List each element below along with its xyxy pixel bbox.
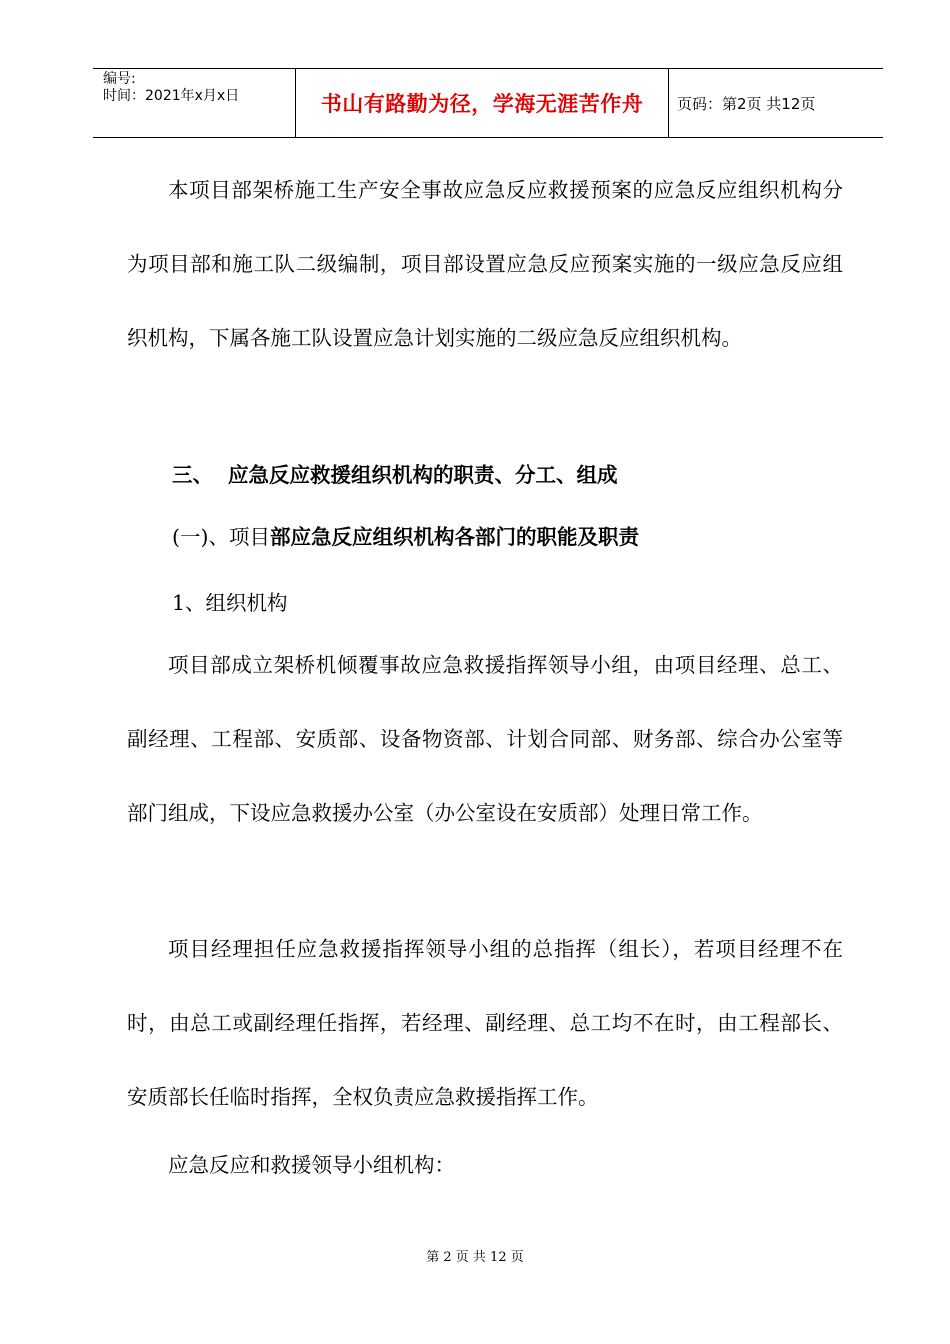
page-header [93,68,883,138]
section-number: 三、 [172,463,213,487]
subsection-title: 部应急反应组织机构各部门的职能及职责 [270,525,639,549]
item-heading: 1、组织机构 [172,591,288,615]
subsection-prefix: (一)、项目 [172,525,270,549]
paragraph-intro: 本项目部架桥施工生产安全事故应急反应救援预案的应急反应组织机构分为项目部和施工队二级编制，项目部设置应急反应预案实施的一级应急反应组织机构，下属各施工队设置应急计划实施的二级应急反应组织机构。 [127,178,843,350]
paragraph-block-2 [127,628,843,850]
section-title: 应急反应救援组织机构的职责、分工、组成 [228,463,618,487]
subsection-heading [172,520,639,550]
header-page-info: 页码：第2页 共12页 [677,95,816,113]
paragraph-leadership: 应急反应和救援领导小组机构： [168,1153,455,1177]
header-date: 时间：2021年x月x日 [103,88,240,104]
header-motto: 书山有路勤为径，学海无涯苦作舟 [295,69,669,137]
header-number-label: 编号: [103,71,136,87]
paragraph-organization: 项目部成立架桥机倾覆事故应急救援指挥领导小组，由项目经理、总工、副经理、工程部、安质部、设备物资部、计划合同部、财务部、综合办公室等部门组成，下设应急救援办公室（办公室设在安质部）处理日常工作。 [127,653,843,825]
section-heading [172,458,618,488]
paragraph-block-4 [127,1128,843,1202]
header-meta [103,71,239,105]
paragraph-block-3 [127,912,843,1134]
document-body [127,153,843,375]
paragraph-commander: 项目经理担任应急救援指挥领导小组的总指挥（组长），若项目经理不在时，由总工或副经理任指挥，若经理、副经理、总工均不在时，由工程部长、安质部长任临时指挥，全权负责应急救援指挥工作。 [127,937,843,1109]
page-footer: 第 2 页 共 12 页 [426,1250,524,1265]
